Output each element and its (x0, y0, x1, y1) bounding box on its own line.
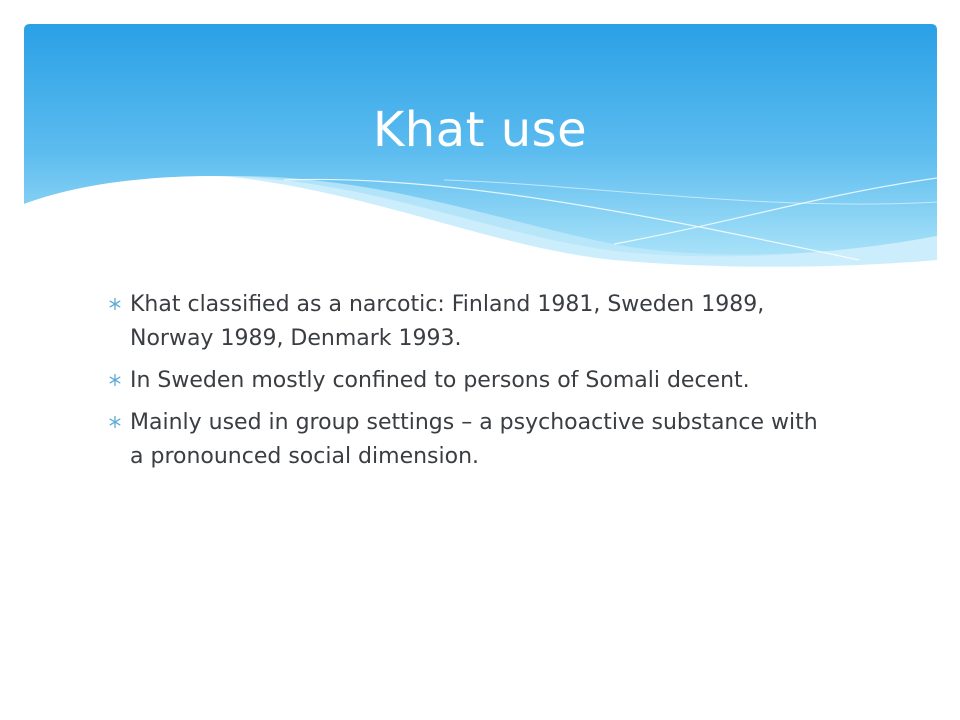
asterisk-icon (108, 415, 122, 429)
slide-title: Khat use (372, 102, 588, 158)
asterisk-icon (108, 297, 122, 311)
list-item (108, 288, 828, 356)
list-item (108, 406, 828, 474)
bullet-list (108, 288, 828, 482)
bullet-text: Mainly used in group settings – a psychoactive substance with a pronounced social dimension. (130, 410, 818, 469)
list-item (108, 364, 828, 398)
asterisk-icon (108, 373, 122, 387)
title-banner (24, 24, 937, 274)
bullet-text: Khat classified as a narcotic: Finland 1981, Sweden 1989, Norway 1989, Denmark 1993. (130, 292, 765, 351)
bullet-text: In Sweden mostly confined to persons of Somali decent. (130, 368, 750, 393)
